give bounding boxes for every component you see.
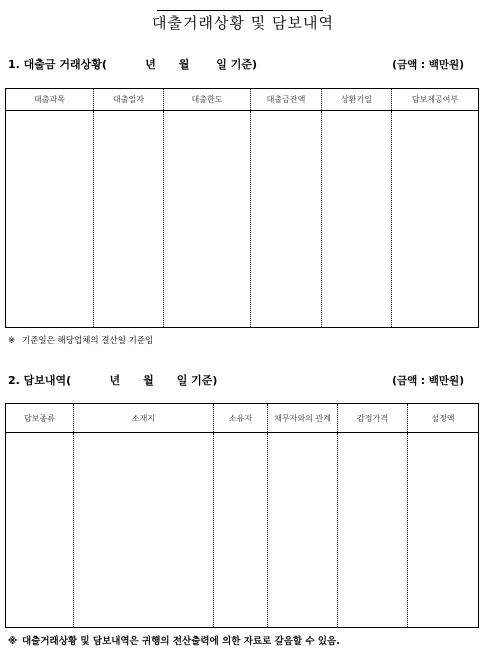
collateral-col-owner: 소유자 <box>214 404 268 433</box>
collateral-cell-setting[interactable] <box>408 433 479 628</box>
collateral-section-heading: 2. 담보내역( 년 월 일 기준) <box>8 374 218 387</box>
collateral-cell-appraisal[interactable] <box>338 433 408 628</box>
collateral-col-appraisal: 감정가격 <box>338 404 408 433</box>
collateral-footnote-text: 대출거래상황 및 담보내역은 귀행의 전산출력에 의한 자료로 갈음할 수 있음. <box>22 636 340 647</box>
loan-cell-due[interactable] <box>322 111 392 328</box>
loan-cell-limit[interactable] <box>164 111 251 328</box>
collateral-table-body <box>6 433 479 628</box>
loan-footnote <box>8 334 153 346</box>
collateral-cell-owner[interactable] <box>214 433 268 628</box>
title-overline <box>157 10 323 11</box>
collateral-cell-location[interactable] <box>74 433 214 628</box>
collateral-footnote <box>8 633 340 647</box>
loan-col-type: 대출과목 <box>6 89 94 111</box>
collateral-unit-note: (금액 : 백만원) <box>392 375 464 387</box>
loan-table-header <box>6 89 479 111</box>
loan-cell-balance[interactable] <box>251 111 322 328</box>
loan-col-balance: 대출금잔액 <box>251 89 322 111</box>
collateral-table <box>5 403 479 628</box>
collateral-col-type: 담보종류 <box>6 404 74 433</box>
loan-col-collateral: 담보제공여부 <box>392 89 479 111</box>
collateral-col-location: 소재지 <box>74 404 214 433</box>
loan-table-body <box>6 111 479 328</box>
loan-section-heading: 1. 대출금 거래상황( 년 월 일 기준) <box>8 58 257 71</box>
loan-col-due: 상환기일 <box>322 89 392 111</box>
loan-footnote-text: 기준일은 해당업체의 결산일 기준임 <box>22 336 154 346</box>
page-title: 대출거래상황 및 담보내역 <box>152 14 334 32</box>
collateral-table-header <box>6 404 479 433</box>
collateral-cell-type[interactable] <box>6 433 74 628</box>
note-marker: ※ <box>8 636 18 647</box>
loan-cell-type[interactable] <box>6 111 94 328</box>
collateral-cell-relation[interactable] <box>268 433 338 628</box>
note-marker: ※ <box>8 336 16 346</box>
loan-unit-note: (금액 : 백만원) <box>392 59 464 71</box>
collateral-col-setting: 설정액 <box>408 404 479 433</box>
loan-cell-collateral[interactable] <box>392 111 479 328</box>
loan-col-limit: 대출한도 <box>164 89 251 111</box>
loan-col-date: 대출일자 <box>94 89 164 111</box>
collateral-col-relation: 채무자와의 관계 <box>268 404 338 433</box>
loan-cell-date[interactable] <box>94 111 164 328</box>
loan-table <box>5 88 479 328</box>
